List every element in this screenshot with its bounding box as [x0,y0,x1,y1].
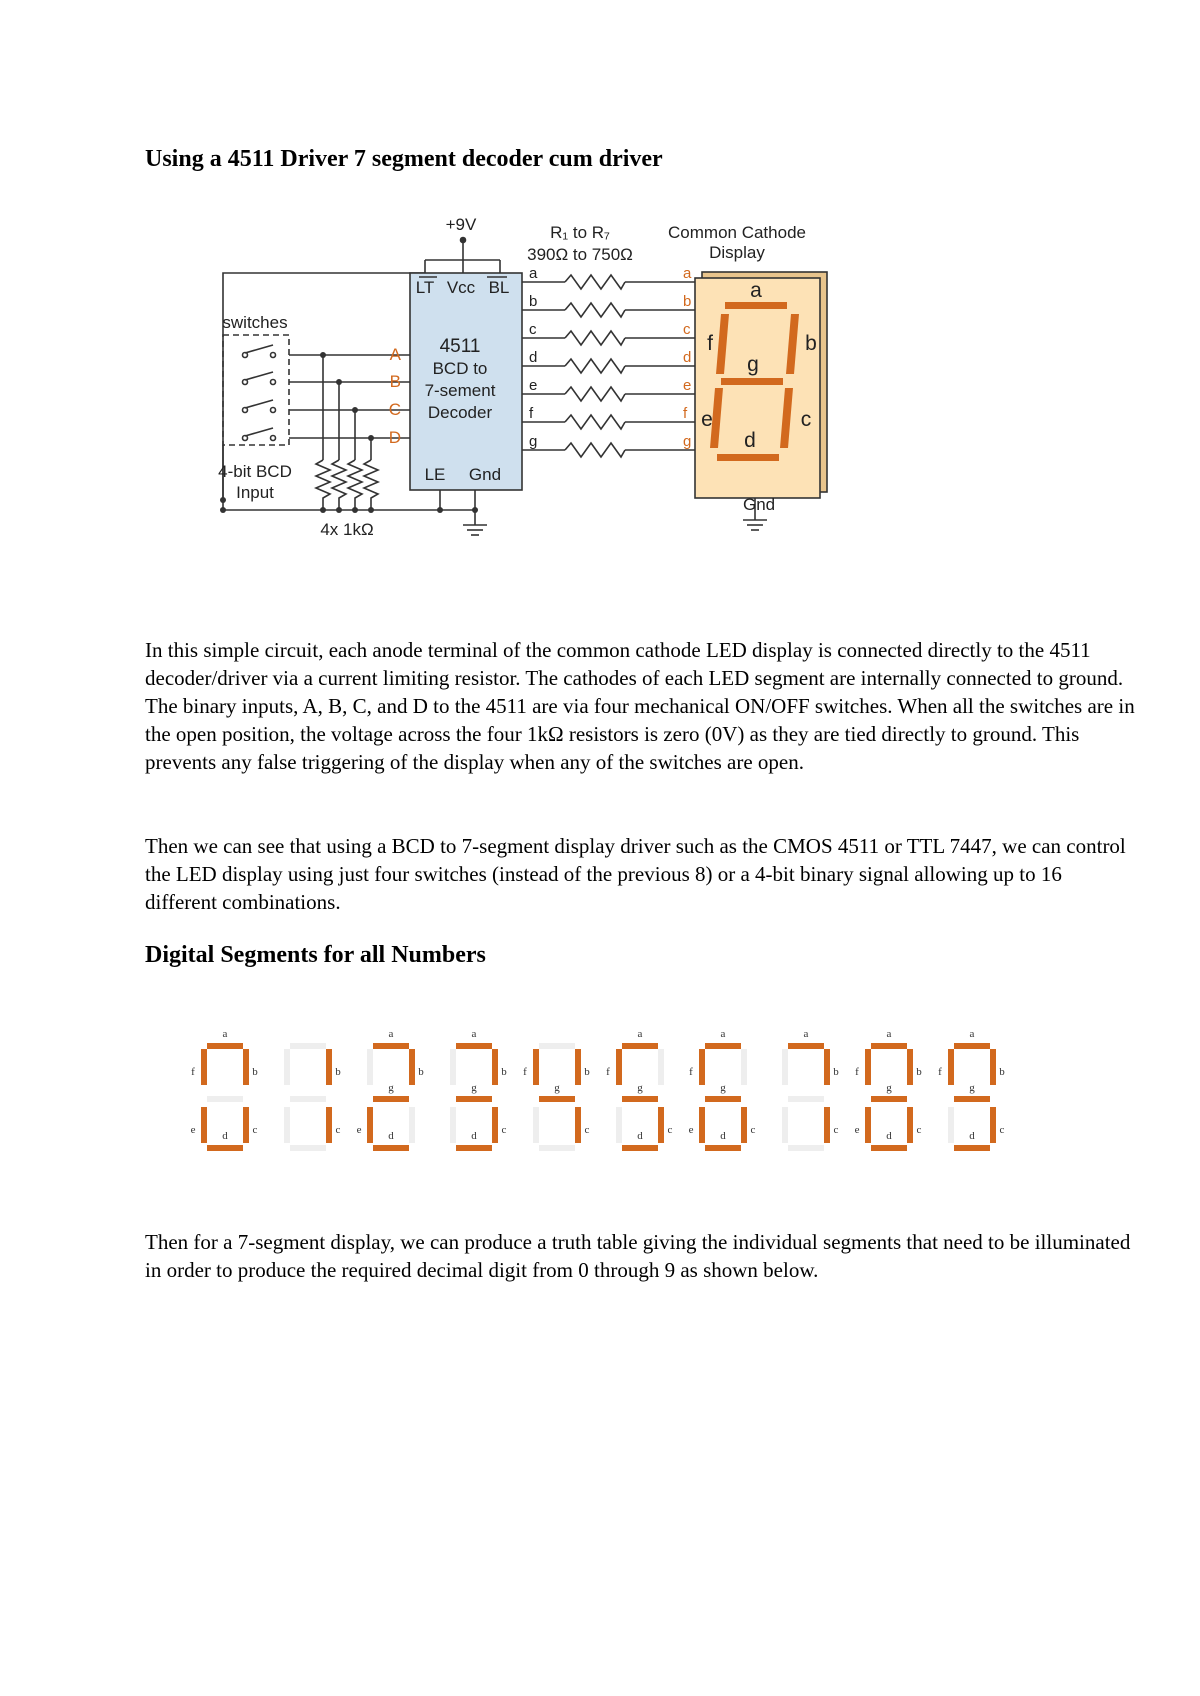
digit-5-label-a: a [637,1028,643,1040]
digit-3-seg-e [450,1107,456,1143]
digit-1 [284,1043,341,1151]
digit-7-seg-f [782,1049,788,1085]
ic-label-1: 4511 [439,336,481,357]
digit-2-seg-g [373,1096,409,1102]
digit-0-seg-d [207,1145,243,1151]
ic-pin-bl: BL [488,278,510,297]
digit-8-label-g: g [886,1082,892,1094]
digit-0-seg-c [243,1107,249,1143]
digit-2-seg-e [367,1107,373,1143]
digit-3-label-g: g [471,1082,477,1094]
digit-7-label-c: c [833,1124,839,1136]
ic-pin-gnd: Gnd [468,465,502,484]
digit-7-seg-a [788,1043,824,1049]
display-letter-g: g [747,353,759,376]
supply-label: +9V [445,215,477,234]
digit-4-seg-d [539,1145,575,1151]
segment-resistor-f [565,415,625,429]
digit-1-seg-e [284,1107,290,1143]
display-seg-d [717,454,779,461]
digit-0-seg-f [201,1049,207,1085]
display-input-c: c [683,321,691,338]
digit-3-seg-f [450,1049,456,1085]
digit-8-seg-e [865,1107,871,1143]
digit-4-seg-a [539,1043,575,1049]
digit-8-seg-f [865,1049,871,1085]
ic-pin-le: LE [424,465,446,484]
digit-3-label-c: c [501,1124,507,1136]
digit-5-label-g: g [637,1082,643,1094]
pulldown-resistor-4 [364,460,378,510]
resistors-title: R₁ to R₇ [550,223,610,242]
digit-6-seg-a [705,1043,741,1049]
ic-pin-vcc: Vcc [446,278,476,297]
digit-6-seg-b [741,1049,747,1085]
ic-label-3: 7-sement [424,381,496,400]
segment-resistor-b [565,303,625,317]
display-letter-e: e [701,408,713,431]
digit-8-seg-b [907,1049,913,1085]
pulldown-label: 4x 1kΩ [320,520,374,539]
digit-8-label-e: e [854,1124,860,1136]
digit-9-seg-c [990,1107,996,1143]
display-gnd-label: Gnd [743,495,776,514]
digit-9-seg-f [948,1049,954,1085]
digit-6-label-e: e [688,1124,694,1136]
pulldown-resistor-2 [332,460,346,510]
digit-5-seg-b [658,1049,664,1085]
digit-1-seg-a [290,1043,326,1049]
input-label-c: C [388,400,401,419]
digit-4-seg-g [539,1096,575,1102]
digit-8-label-b: b [916,1066,922,1078]
digit-6-label-g: g [720,1082,726,1094]
digit-2-seg-a [373,1043,409,1049]
digit-9-seg-d [954,1145,990,1151]
digit-5-label-c: c [667,1124,673,1136]
digit-6-seg-e [699,1107,705,1143]
digit-7-label-b: b [833,1066,839,1078]
paragraph-truth-table: Then for a 7-segment display, we can produce a truth table giving the individual segments that need to be illuminated in order to produce the required decimal digit from 0 through 9 as shown below. [145,1230,1131,1282]
digit-5-seg-a [622,1043,658,1049]
digit-2-seg-d [373,1145,409,1151]
segment-resistor-c [565,331,625,345]
digit-7-seg-g [788,1096,824,1102]
digit-9-label-d: d [969,1130,975,1142]
digit-3-label-b: b [501,1066,507,1078]
digit-8-seg-g [871,1096,907,1102]
digit-4 [523,1043,590,1151]
digit-9-seg-g [954,1096,990,1102]
digit-1-label-b: b [335,1066,341,1078]
digit-6-label-d: d [720,1130,726,1142]
digit-2-label-a: a [388,1028,394,1040]
digit-1-seg-b [326,1049,332,1085]
digit-0-seg-a [207,1043,243,1049]
digit-8-label-f: f [855,1066,859,1078]
digit-7-seg-c [824,1107,830,1143]
digit-9-label-c: c [999,1124,1005,1136]
digit-9-label-f: f [938,1066,942,1078]
digit-8-seg-d [871,1145,907,1151]
digit-4-label-b: b [584,1066,590,1078]
digit-8-seg-a [871,1043,907,1049]
digit-2-seg-b [409,1049,415,1085]
ic-pin-lt: LT [415,278,435,297]
common-cathode-display [695,278,820,498]
digit-1-seg-c [326,1107,332,1143]
display-input-d: d [683,349,692,366]
circuit-diagram [215,215,895,590]
digit-6-label-c: c [750,1124,756,1136]
heading-4511-driver: Using a 4511 Driver 7 segment decoder cum driver [145,146,663,172]
digit-7-seg-d [788,1145,824,1151]
digit-0-seg-e [201,1107,207,1143]
digit-6-seg-f [699,1049,705,1085]
digit-1-seg-f [284,1049,290,1085]
display-input-f: f [683,405,688,422]
switch-c [243,400,276,413]
switch-box [223,335,289,445]
input-label-a: A [389,345,401,364]
digit-6-seg-d [705,1145,741,1151]
resistors-value: 390Ω to 750Ω [527,245,633,264]
ic-output-f: f [529,405,534,422]
display-letter-b: b [805,332,817,355]
segment-resistor-d [565,359,625,373]
digit-0 [191,1028,259,1151]
ic-label-2: BCD to [432,359,488,378]
ic-output-e: e [529,377,538,394]
digit-8 [855,1028,923,1151]
digit-0-seg-b [243,1049,249,1085]
display-input-g: g [683,433,692,450]
digit-2-label-g: g [388,1082,394,1094]
digit-6 [689,1028,756,1151]
digit-0-label-c: c [252,1124,258,1136]
digit-8-seg-c [907,1107,913,1143]
pulldown-resistor-1 [316,460,330,510]
digit-6-seg-g [705,1096,741,1102]
digit-3-seg-a [456,1043,492,1049]
display-letter-c: c [800,408,812,431]
input-label-d: D [388,428,401,447]
digit-5-seg-c [658,1107,664,1143]
digit-8-label-a: a [886,1028,892,1040]
digit-2-label-e: e [356,1124,362,1136]
pulldown-resistor-3 [348,460,362,510]
digit-9-seg-e [948,1107,954,1143]
digit-2-label-b: b [418,1066,424,1078]
digit-3-label-d: d [471,1130,477,1142]
digit-4-label-f: f [523,1066,527,1078]
digit-6-seg-c [741,1107,747,1143]
paragraph-circuit-description: In this simple circuit, each anode terminal of the common cathode LED display is connected directly to the 4511 decoder/driver via a current limiting resistor. The cathodes of each LED segment are internally connected to ground. The binary inputs, A, B, C, and D to the 4511 are via four mechanical ON/OFF switches. When all the switches are in the open position, the voltage across the four 1kΩ resistors is zero (0V) as they are tied directly to ground. This prevents any false triggering of the display when any of the switches are open. [145,638,1135,774]
ic-label-4: Decoder [427,403,493,422]
digit-7-seg-e [782,1107,788,1143]
digit-9-seg-a [954,1043,990,1049]
ic-output-d: d [529,349,538,366]
digit-2-seg-c [409,1107,415,1143]
display-letter-d: d [744,429,756,452]
digit-4-seg-f [533,1049,539,1085]
digit-3-seg-g [456,1096,492,1102]
digit-4-seg-c [575,1107,581,1143]
ic-output-b: b [529,293,538,310]
display-input-b: b [683,293,692,310]
digit-9 [938,1028,1005,1151]
paragraph-bcd-driver: Then we can see that using a BCD to 7-segment display driver such as the CMOS 4511 or TTL 7447, we can control the LED display using just four switches (instead of the previous 8) or a 4-bit binary signal allowing up to 16 different combinations. [145,834,1126,914]
switches-label: switches [222,313,288,332]
digit-1-seg-g [290,1096,326,1102]
switch-a [243,345,276,358]
digit-segments-figure [190,1025,1045,1185]
digit-0-label-d: d [222,1130,228,1142]
digit-9-seg-b [990,1049,996,1085]
ic-output-c: c [529,321,537,338]
display-input-e: e [683,377,692,394]
input-label-1: 4-bit BCD [218,462,292,481]
heading-digital-segments: Digital Segments for all Numbers [145,942,486,968]
ic-output-a: a [529,265,538,282]
digit-3-label-a: a [471,1028,477,1040]
digit-0-label-e: e [190,1124,196,1136]
segment-resistor-a [565,275,625,289]
display-seg-a [725,302,787,309]
digit-7-label-a: a [803,1028,809,1040]
display-letter-f: f [707,332,713,355]
digit-0-seg-g [207,1096,243,1102]
digit-0-label-f: f [191,1066,195,1078]
segment-resistor-g [565,443,625,457]
display-seg-g [721,378,783,385]
digit-3-seg-d [456,1145,492,1151]
digit-0-label-a: a [222,1028,228,1040]
digit-5-label-f: f [606,1066,610,1078]
digit-4-label-c: c [584,1124,590,1136]
switch-d [243,428,276,441]
digit-8-label-d: d [886,1130,892,1142]
digit-7-seg-b [824,1049,830,1085]
ic-output-g: g [529,433,538,450]
digit-3-seg-b [492,1049,498,1085]
digit-5-seg-d [622,1145,658,1151]
display-letter-a: a [750,279,762,302]
digit-3-seg-c [492,1107,498,1143]
digit-5-seg-g [622,1096,658,1102]
display-input-a: a [683,265,692,282]
digit-2-seg-f [367,1049,373,1085]
digit-2 [357,1028,425,1151]
digit-5-label-d: d [637,1130,643,1142]
digit-4-seg-e [533,1107,539,1143]
segment-resistor-e [565,387,625,401]
digit-7 [782,1028,839,1151]
digit-5-seg-f [616,1049,622,1085]
digit-1-label-c: c [335,1124,341,1136]
display-title-1: Common Cathode [668,223,806,242]
digit-4-label-g: g [554,1082,560,1094]
input-label-2: Input [236,483,274,502]
display-title-2: Display [709,243,765,262]
digit-2-label-d: d [388,1130,394,1142]
digit-6-label-f: f [689,1066,693,1078]
digit-9-label-g: g [969,1082,975,1094]
digit-1-seg-d [290,1145,326,1151]
input-label-b: B [389,372,401,391]
digit-8-label-c: c [916,1124,922,1136]
digit-5-seg-e [616,1107,622,1143]
digit-0-label-b: b [252,1066,258,1078]
switch-b [243,372,276,385]
digit-3 [450,1028,507,1151]
digit-5 [606,1028,672,1151]
digit-4-seg-b [575,1049,581,1085]
digit-9-label-b: b [999,1066,1005,1078]
digit-9-label-a: a [969,1028,975,1040]
digit-6-label-a: a [720,1028,726,1040]
